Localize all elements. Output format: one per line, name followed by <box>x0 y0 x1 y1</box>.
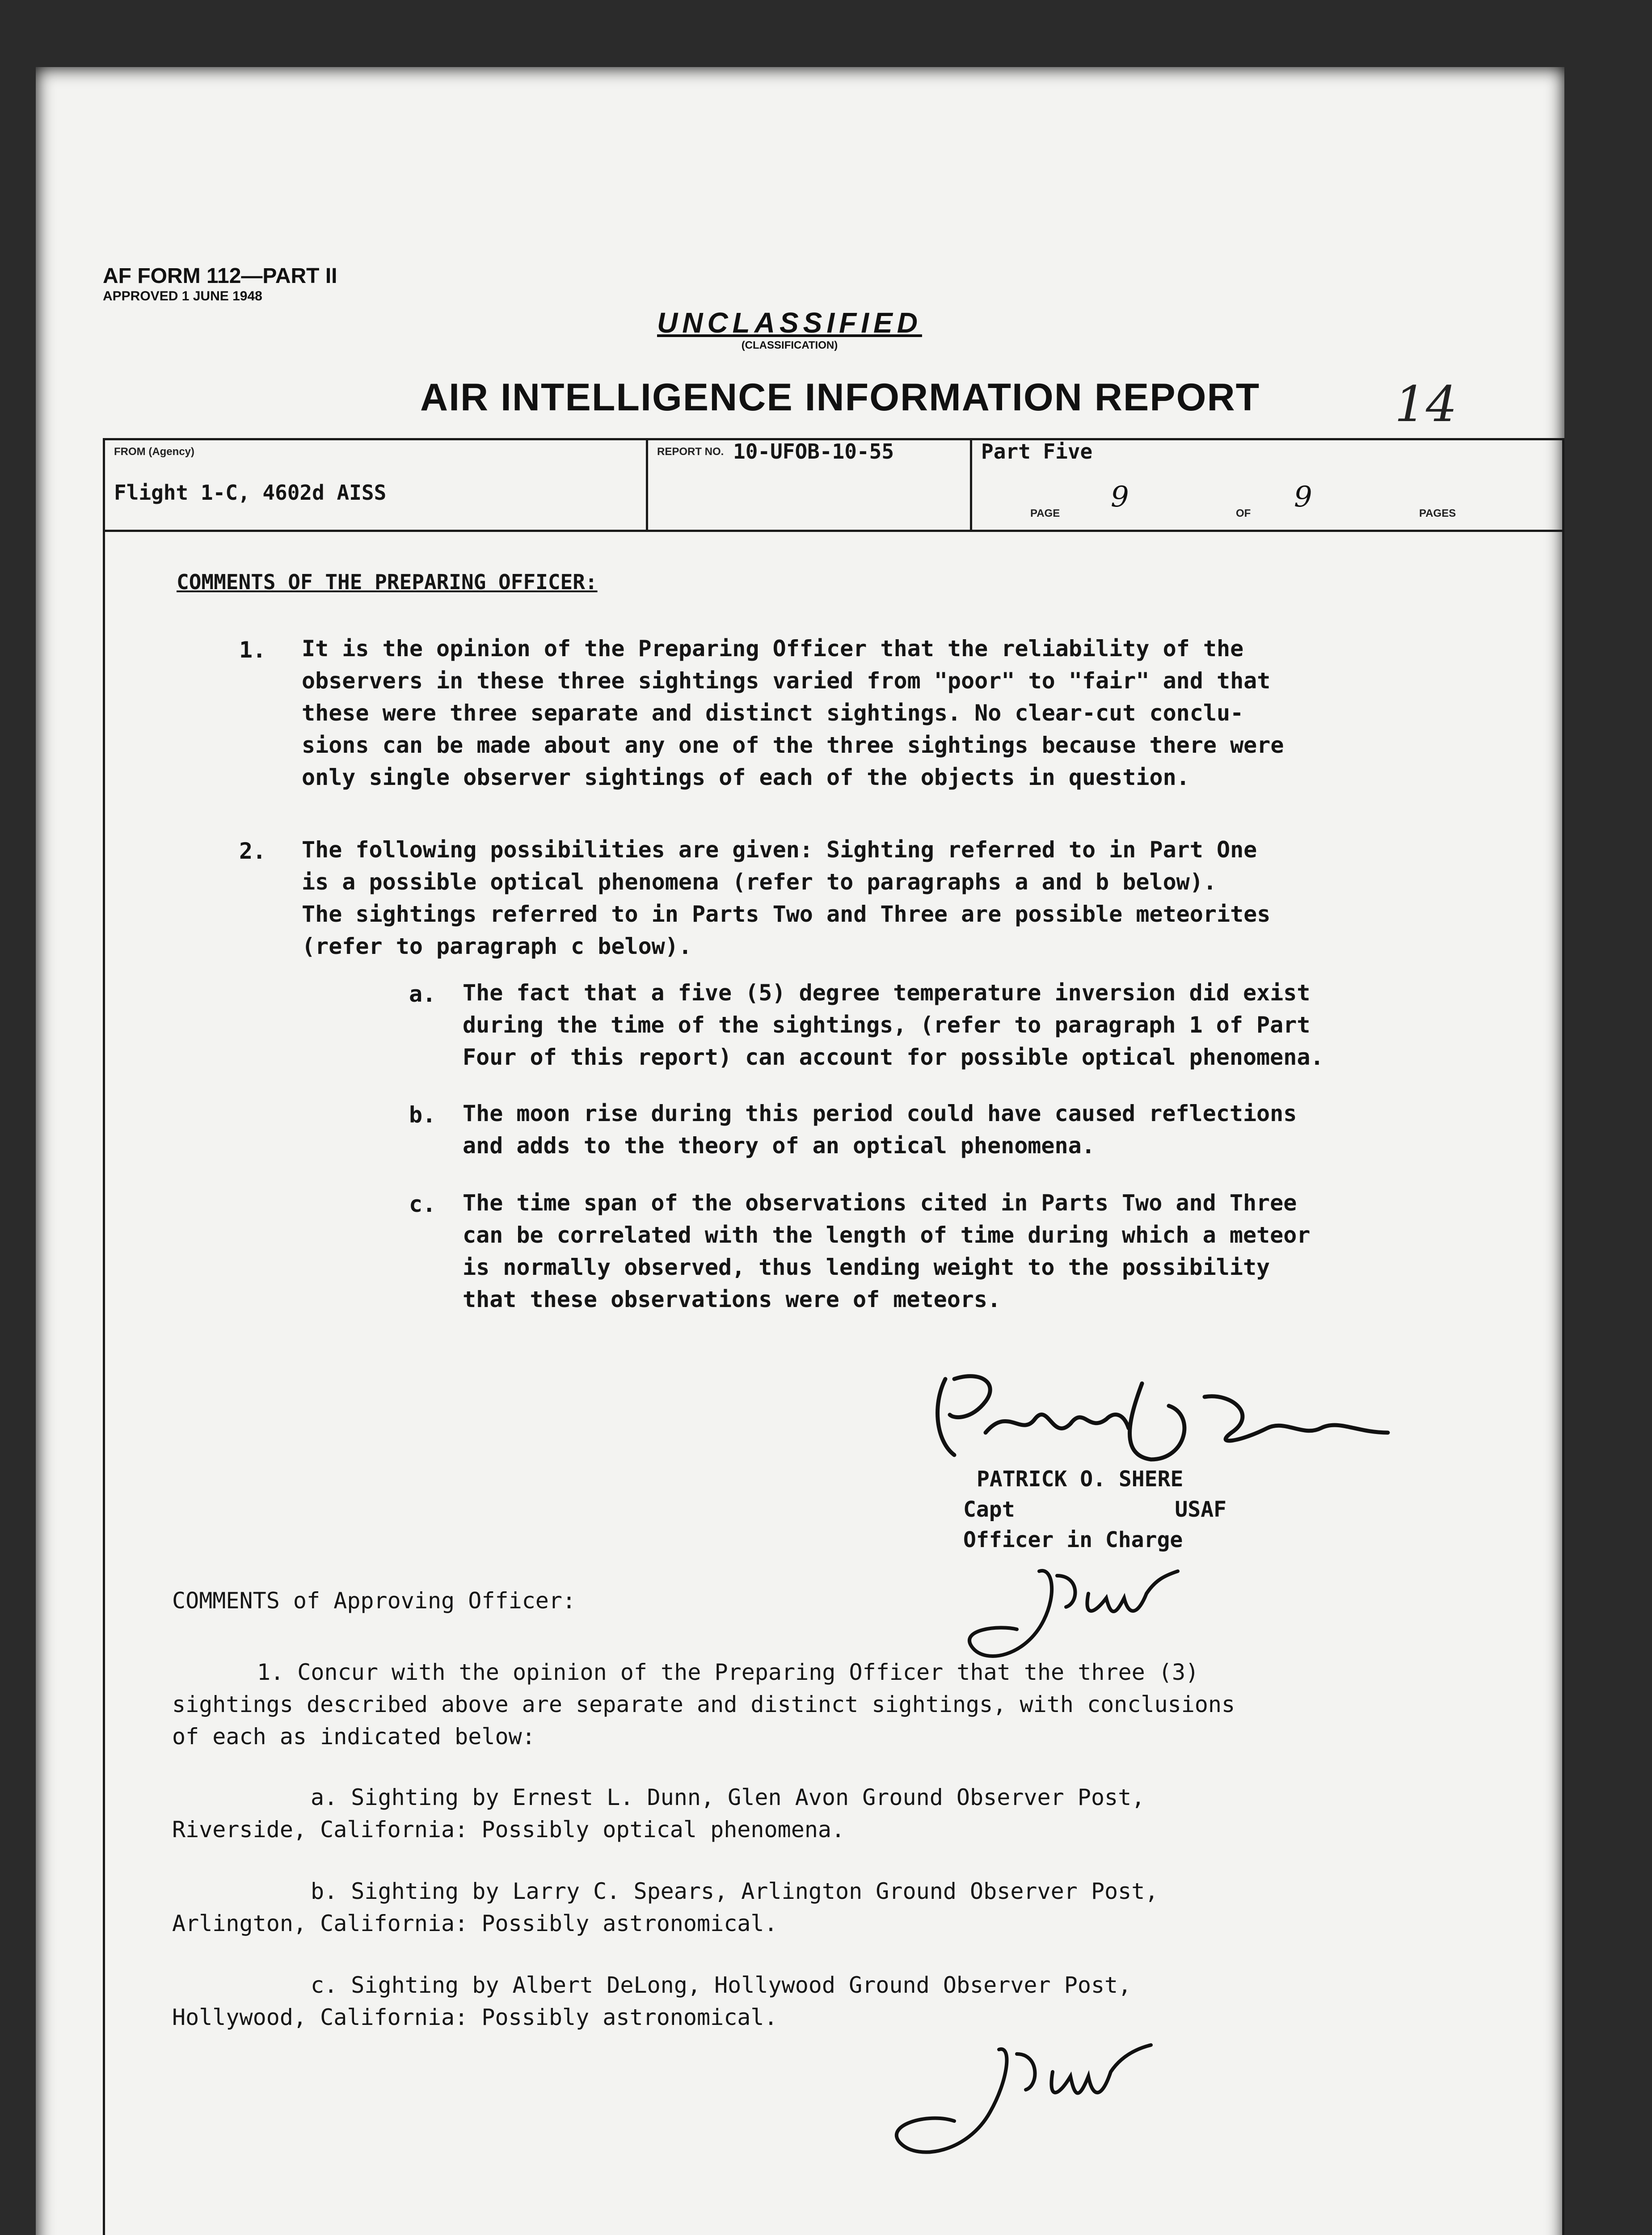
paragraph-2-line: The following possibilities are given: Sighting referred to in Part One <box>302 837 1257 863</box>
subparagraph-c-line: can be correlated with the length of time during which a meteor <box>463 1222 1311 1248</box>
paragraph-1-line: sions can be made about any one of the three sightings because there were <box>302 732 1284 758</box>
preparing-officer-signature-block <box>963 1464 1226 1555</box>
report-header-row <box>105 440 1562 532</box>
classification-top-label: (CLASSIFICATION) <box>741 339 838 351</box>
approving-subparagraph-b-line: Arlington, California: Possibly astronomical. <box>172 1910 778 1936</box>
form-approved-date: APPROVED 1 JUNE 1948 <box>103 289 262 304</box>
form-name: AF FORM 112—PART II <box>103 264 337 288</box>
from-value: Flight 1-C, 4602d AISS <box>114 481 387 505</box>
subparagraph-b-line: and adds to the theory of an optical phenomena. <box>463 1133 1095 1159</box>
paragraph-1-line: It is the opinion of the Preparing Officer that the reliability of the <box>302 636 1244 662</box>
classification-top-word: UNCLASSIFIED <box>657 307 922 339</box>
of-label: OF <box>1236 507 1251 519</box>
classification-top <box>657 306 922 352</box>
approving-subparagraph-a-line: a. Sighting by Ernest L. Dunn, Glen Avon Ground Observer Post, <box>311 1784 1145 1810</box>
approving-subparagraph-c-line: Hollywood, California: Possibly astronomical. <box>172 2004 778 2030</box>
subparagraph-b <box>463 1097 1297 1162</box>
paragraph-1-line: these were three separate and distinct sightings. No clear-cut conclu- <box>302 700 1244 726</box>
approving-subparagraph-a <box>172 1781 1145 1846</box>
paragraph-1-line: observers in these three sightings varied from "poor" to "fair" and that <box>302 668 1271 694</box>
approving-paragraph-1-line: 1. Concur with the opinion of the Preparing Officer that the three (3) <box>257 1659 1199 1685</box>
paragraph-2-line: The sightings referred to in Parts Two and Three are possible meteorites <box>302 901 1271 927</box>
paragraph-1-number: 1. <box>239 637 266 663</box>
approving-subparagraph-b-line: b. Sighting by Larry C. Spears, Arlington Ground Observer Post, <box>311 1878 1159 1904</box>
page-info-cell <box>972 440 1562 530</box>
document-sheet <box>36 67 1564 2235</box>
subparagraph-c-line: The time span of the observations cited in Parts Two and Three <box>463 1190 1297 1216</box>
approving-paragraph-1 <box>172 1656 1235 1753</box>
subparagraph-a-line: Four of this report) can account for possible optical phenomena. <box>463 1044 1324 1070</box>
paragraph-2-line: is a possible optical phenomena (refer to paragraphs a and b below). <box>302 869 1217 895</box>
paragraph-1 <box>302 633 1284 793</box>
part-value: Part Five <box>981 439 1093 464</box>
signer-title: Officer in Charge <box>963 1527 1183 1552</box>
approving-paragraph-1-line: of each as indicated below: <box>172 1724 535 1750</box>
preparing-officer-heading: COMMENTS OF THE PREPARING OFFICER: <box>177 570 598 594</box>
approving-officer-signature <box>865 2023 1222 2184</box>
approving-paragraph-1-line: sightings described above are separate and distinct sightings, with conclusions <box>172 1691 1235 1717</box>
subparagraph-a-label: a. <box>409 981 436 1007</box>
report-number-cell <box>648 440 972 530</box>
subparagraph-c <box>463 1187 1310 1316</box>
subparagraph-c-line: that these observations were of meteors. <box>463 1286 1001 1312</box>
subparagraph-a-line: during the time of the sightings, (refer to paragraph 1 of Part <box>463 1012 1311 1038</box>
approving-subparagraph-a-line: Riverside, California: Possibly optical phenomena. <box>172 1817 845 1843</box>
from-label: FROM (Agency) <box>114 446 194 458</box>
approving-officer-heading: COMMENTS of Approving Officer: <box>172 1588 576 1614</box>
approving-subparagraph-b <box>172 1875 1158 1940</box>
paragraph-2-line: (refer to paragraph c below). <box>302 933 692 959</box>
form-identifier <box>103 264 337 304</box>
approving-subparagraph-c-line: c. Sighting by Albert DeLong, Hollywood Ground Observer Post, <box>311 1972 1132 1998</box>
report-title: AIR INTELLIGENCE INFORMATION REPORT <box>420 376 1260 419</box>
report-frame <box>103 438 1564 2235</box>
signer-rank: Capt <box>963 1497 1015 1522</box>
subparagraph-c-label: c. <box>409 1191 436 1217</box>
pages-label: PAGES <box>1419 507 1456 519</box>
subparagraph-b-label: b. <box>409 1102 436 1128</box>
signer-name: PATRICK O. SHERE <box>977 1467 1184 1492</box>
of-value: 9 <box>1294 481 1312 514</box>
signer-service: USAF <box>1175 1497 1226 1522</box>
page-value: 9 <box>1111 481 1129 514</box>
subparagraph-c-line: is normally observed, thus lending weight to the possibility <box>463 1254 1270 1280</box>
handwritten-page-number: 14 <box>1395 375 1457 433</box>
from-cell <box>105 440 648 530</box>
subparagraph-a-line: The fact that a five (5) degree temperature inversion did exist <box>463 980 1311 1006</box>
report-number-label: REPORT NO. <box>657 446 724 458</box>
paragraph-1-line: only single observer sightings of each of the objects in question. <box>302 764 1190 790</box>
subparagraph-b-line: The moon rise during this period could have caused reflections <box>463 1101 1297 1126</box>
signer-rank-row <box>963 1494 1226 1525</box>
paragraph-2-number: 2. <box>239 838 266 864</box>
subparagraph-a <box>463 977 1324 1073</box>
report-number-value: 10-UFOB-10-55 <box>733 439 894 464</box>
page-label: PAGE <box>1030 507 1060 519</box>
paragraph-2 <box>302 834 1270 962</box>
